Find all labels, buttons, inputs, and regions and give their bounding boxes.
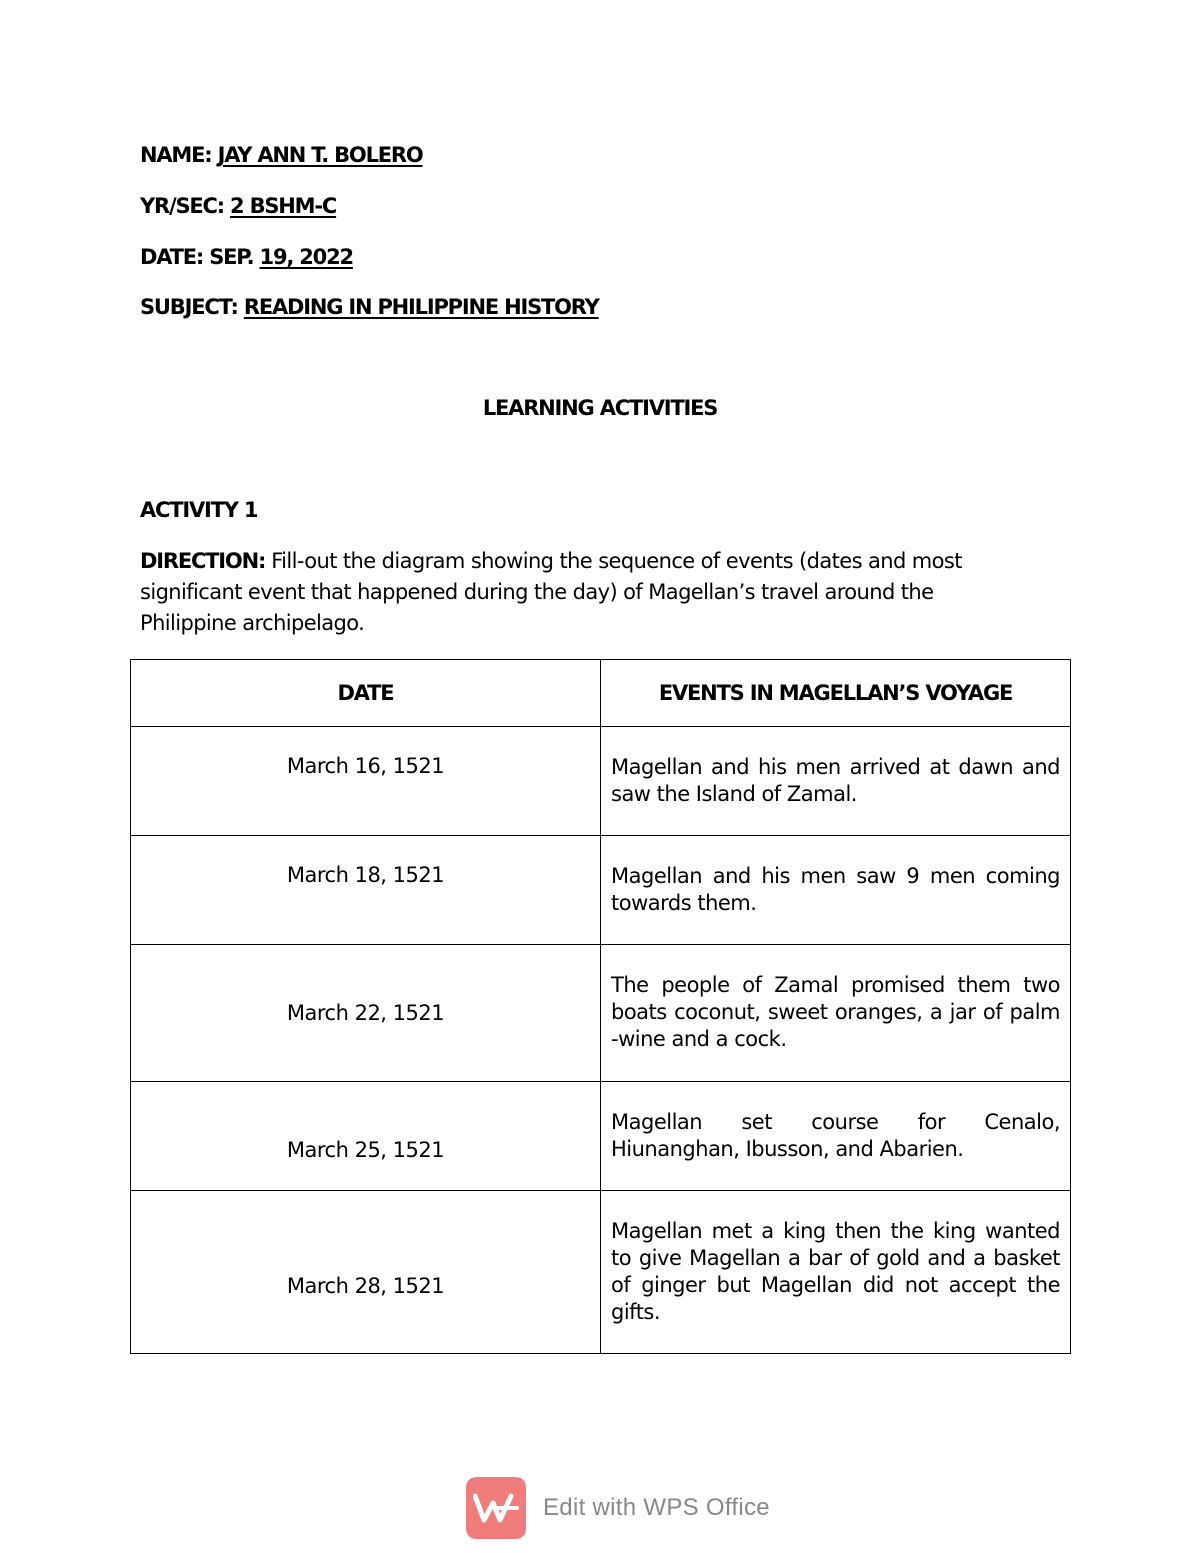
date-cell: [131, 945, 601, 1082]
event-cell: [601, 1082, 1071, 1191]
subject-label: SUBJECT:: [140, 295, 244, 319]
activity-title: ACTIVITY 1: [140, 498, 258, 522]
direction-label: DIRECTION:: [140, 549, 266, 573]
wps-w-mark-icon: [473, 1493, 519, 1523]
subject-line: [140, 295, 599, 319]
event-text: The people of Zamal promised them two boats coconut, sweet oranges, a jar of palm -wine and a cock.: [611, 973, 1060, 1051]
table-row: [131, 727, 1071, 836]
event-text: Magellan set course for Cenalo, Hiunanghan, Ibusson, and Abarien.: [611, 1110, 1060, 1161]
event-text: Magellan and his men saw 9 men coming towards them.: [611, 864, 1060, 915]
wps-footer-text[interactable]: Edit with WPS Office: [543, 1494, 770, 1521]
date-text: March 28, 1521: [286, 1273, 445, 1298]
event-cell: [601, 945, 1071, 1082]
date-line: [140, 245, 353, 269]
name-value: JAY ANN T. BOLERO: [217, 143, 423, 167]
name-label: NAME:: [140, 143, 218, 167]
event-text: Magellan and his men arrived at dawn and saw the Island of Zamal.: [611, 755, 1060, 806]
date-text: March 22, 1521: [286, 1001, 445, 1025]
date-text: March 16, 1521: [286, 754, 445, 778]
events-table: [130, 659, 1071, 1354]
events-column-header: EVENTS IN MAGELLAN’S VOYAGE: [601, 660, 1071, 727]
table-row: [131, 836, 1071, 945]
event-cell: [601, 1191, 1071, 1354]
direction-paragraph: [140, 546, 1020, 639]
direction-text: Fill-out the diagram showing the sequence of events (dates and most significant event that happened during the day) of Magellan’s travel around the Philippine archipelago.: [140, 549, 962, 635]
table-row: [131, 1191, 1071, 1354]
event-cell: [601, 727, 1071, 836]
date-cell: [131, 836, 601, 945]
yrsec-line: [140, 194, 336, 218]
yrsec-value: 2 BSHM-C: [230, 194, 337, 218]
wps-footer[interactable]: [466, 1477, 770, 1539]
page-title: LEARNING ACTIVITIES: [482, 396, 718, 420]
date-text: March 18, 1521: [286, 863, 445, 887]
wps-logo-icon[interactable]: [466, 1477, 526, 1539]
date-column-header: DATE: [131, 660, 601, 727]
yrsec-label: YR/SEC:: [140, 194, 231, 218]
date-cell: [131, 1191, 601, 1354]
date-cell: [131, 1082, 601, 1191]
date-value: 19, 2022: [259, 245, 353, 269]
event-cell: [601, 836, 1071, 945]
table-row: [131, 945, 1071, 1082]
date-text: March 25, 1521: [286, 1137, 445, 1162]
date-label: DATE: SEP.: [140, 245, 260, 269]
table-row: [131, 1082, 1071, 1191]
event-text: Magellan met a king then the king wanted to give Magellan a bar of gold and a basket of ginger but Magellan did not accept the gifts.: [611, 1219, 1060, 1324]
date-cell: [131, 727, 601, 836]
subject-value: READING IN PHILIPPINE HISTORY: [243, 295, 599, 319]
table-header-row: [131, 660, 1071, 727]
name-line: [140, 143, 423, 167]
